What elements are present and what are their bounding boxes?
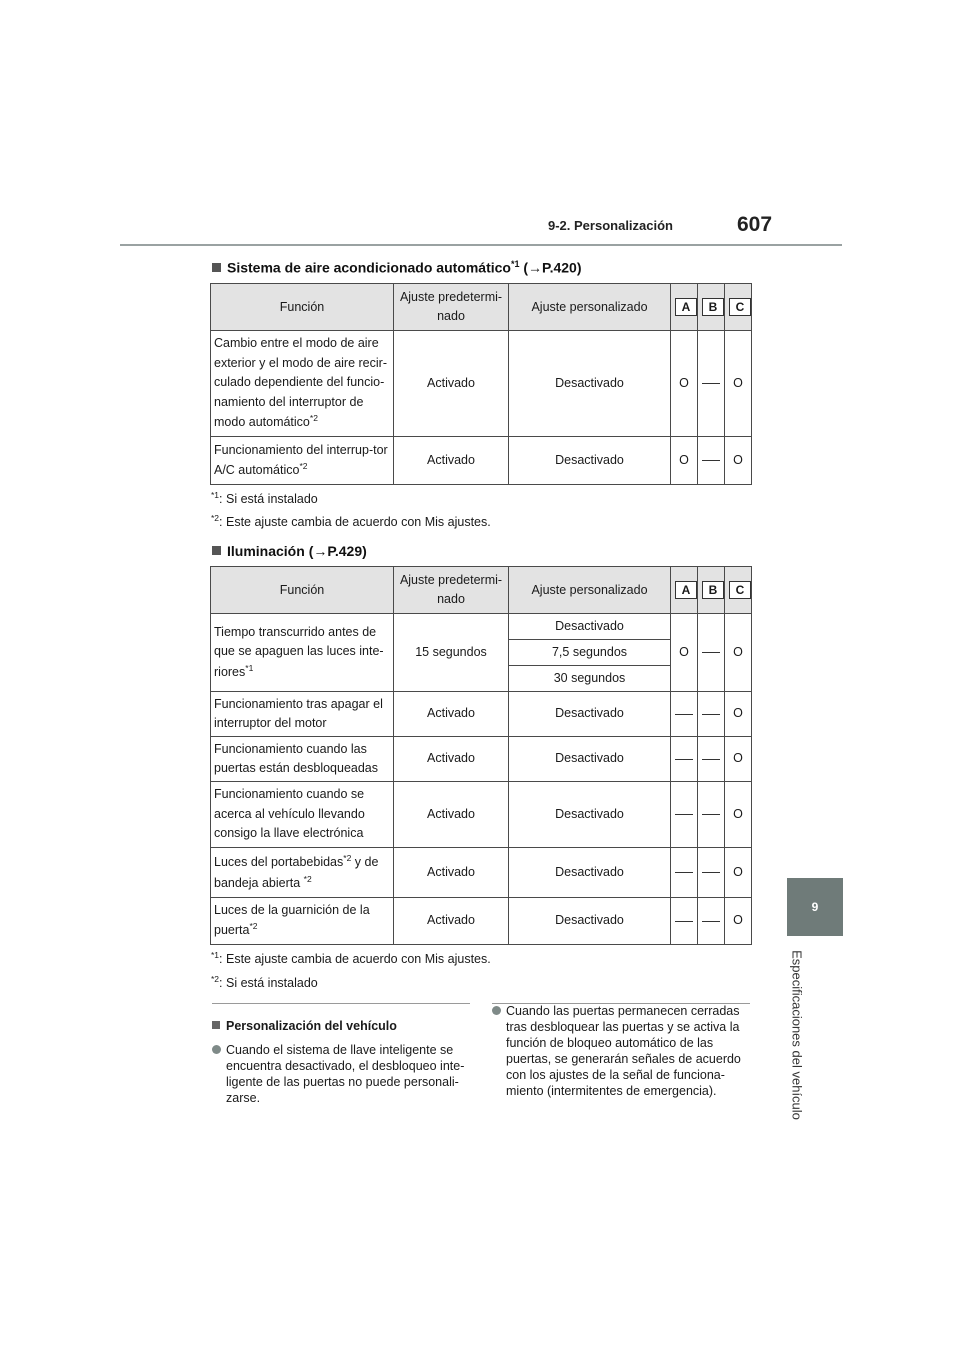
row-a: O <box>671 614 698 692</box>
header-custom: Ajuste personalizado <box>509 284 671 331</box>
row-default: Activado <box>394 782 509 848</box>
header-letter-c <box>725 567 752 614</box>
function-sup: *2 <box>299 460 308 471</box>
table-row <box>211 737 752 782</box>
table-row <box>211 614 752 640</box>
footnote <box>211 490 318 506</box>
footnote <box>211 513 491 529</box>
row-b <box>698 898 725 945</box>
function-text: Luces del portabebidas <box>214 855 344 870</box>
section1-title-text: Sistema de aire acondicionado automático <box>227 259 511 276</box>
dash-mark <box>702 383 720 384</box>
row-c: O <box>725 692 752 737</box>
header-default: Ajuste predetermi-nado <box>394 567 509 614</box>
row-custom-option: 30 segundos <box>509 666 671 692</box>
letter-c-box: C <box>729 298 751 316</box>
notes-heading <box>212 1018 470 1034</box>
row-custom: Desactivado <box>509 331 671 437</box>
header-letter-b <box>698 284 725 331</box>
row-c: O <box>725 848 752 898</box>
header-letter-a <box>671 567 698 614</box>
note-bullet <box>492 1003 754 1099</box>
footnote-text: : Este ajuste cambia de acuerdo con Mis ajustes. <box>219 952 491 967</box>
dash-mark <box>675 759 693 760</box>
row-b <box>698 331 725 437</box>
row-default: Activado <box>394 898 509 945</box>
row-a: O <box>671 437 698 485</box>
table-row <box>211 782 752 848</box>
dash-mark <box>675 921 693 922</box>
row-function <box>211 614 394 692</box>
bullet-dot-icon <box>492 1006 501 1015</box>
row-b <box>698 848 725 898</box>
footnote-mark: *1 <box>211 950 220 960</box>
chapter-tab: 9 <box>787 878 843 936</box>
row-function: Funcionamiento cuando las puertas están desbloqueadas <box>211 737 394 782</box>
row-b <box>698 437 725 485</box>
letter-a-box: A <box>675 298 697 316</box>
chapter-side-title-text: Especificaciones del vehículo <box>789 950 805 1120</box>
function-sup: *2 <box>343 852 352 863</box>
section2-title-ref: (→P.429) <box>308 543 367 559</box>
row-function <box>211 331 394 437</box>
function-text: Cambio entre el modo de aire exterior y el modo de aire recir-culado dependiente del funcio-namiento del interruptor de modo automático <box>214 336 387 430</box>
row-default: Activado <box>394 331 509 437</box>
row-c: O <box>725 614 752 692</box>
row-c: O <box>725 737 752 782</box>
table-row <box>211 437 752 485</box>
dash-mark <box>702 714 720 715</box>
row-b <box>698 692 725 737</box>
row-custom: Desactivado <box>509 848 671 898</box>
square-bullet-icon <box>212 263 221 272</box>
table-row <box>211 848 752 898</box>
row-custom: Desactivado <box>509 898 671 945</box>
footnote-mark: *2 <box>211 513 220 523</box>
row-a <box>671 898 698 945</box>
row-custom-option: Desactivado <box>509 614 671 640</box>
row-default: Activado <box>394 737 509 782</box>
function-sup: *2 <box>249 921 258 932</box>
letter-b-box: B <box>702 581 724 599</box>
row-function: Funcionamiento cuando se acerca al vehículo llevando consigo la llave electrónica <box>211 782 394 848</box>
function-sup: *1 <box>245 662 254 673</box>
row-default: Activado <box>394 692 509 737</box>
letter-b-box: B <box>702 298 724 316</box>
section2-title <box>212 543 367 559</box>
dash-mark <box>675 872 693 873</box>
square-bullet-icon <box>212 546 221 555</box>
bullet-dot-icon <box>212 1045 221 1054</box>
dash-mark <box>702 921 720 922</box>
header-function: Función <box>211 567 394 614</box>
function-text: Funcionamiento del interrup-tor A/C automático <box>214 442 388 478</box>
header-letter-a <box>671 284 698 331</box>
table-header-row <box>211 284 752 331</box>
row-default: 15 segundos <box>394 614 509 692</box>
table-row <box>211 898 752 945</box>
header-letter-c <box>725 284 752 331</box>
header-letter-b <box>698 567 725 614</box>
row-c: O <box>725 331 752 437</box>
row-a <box>671 848 698 898</box>
footnote-text: : Este ajuste cambia de acuerdo con Mis ajustes. <box>219 515 491 530</box>
function-text: y de bandeja abierta <box>214 855 379 890</box>
dash-mark <box>702 652 720 653</box>
row-default: Activado <box>394 437 509 485</box>
footnote-mark: *1 <box>211 490 220 500</box>
row-a: O <box>671 331 698 437</box>
row-a <box>671 737 698 782</box>
chapter-side-title <box>786 940 808 1130</box>
dash-mark <box>675 714 693 715</box>
header-default: Ajuste predetermi-nado <box>394 284 509 331</box>
function-sup: *2 <box>303 873 312 884</box>
dash-mark <box>675 814 693 815</box>
dash-mark <box>702 872 720 873</box>
row-a <box>671 692 698 737</box>
row-c: O <box>725 782 752 848</box>
note-text: Cuando las puertas permanecen cerradas tras desbloquear las puertas y se activa la función de bloqueo automático de las puertas, se generarán señales de acuerdo con los ajustes de la señal de funciona-miento (intermitentes de emergencia). <box>506 1004 741 1098</box>
row-c: O <box>725 437 752 485</box>
page-number: 607 <box>737 213 773 236</box>
row-b <box>698 782 725 848</box>
row-custom-option: 7,5 segundos <box>509 640 671 666</box>
lighting-settings-table <box>210 566 752 945</box>
row-function <box>211 898 394 945</box>
notes-right-column <box>492 1003 754 1099</box>
row-custom: Desactivado <box>509 437 671 485</box>
square-bullet-icon <box>212 1021 220 1029</box>
header-custom: Ajuste personalizado <box>509 567 671 614</box>
row-default: Activado <box>394 848 509 898</box>
row-custom: Desactivado <box>509 782 671 848</box>
ac-settings-table <box>210 283 752 485</box>
row-function <box>211 848 394 898</box>
row-b <box>698 737 725 782</box>
section1-title <box>212 259 581 276</box>
notes-heading-text: Personalización del vehículo <box>226 1019 397 1033</box>
section-header: 9-2. Personalización <box>548 218 673 233</box>
header-rule <box>120 244 842 246</box>
row-c: O <box>725 898 752 945</box>
note-bullet <box>212 1042 470 1106</box>
function-text: Tiempo transcurrido antes de que se apaguen las luces inte-riores <box>214 624 384 679</box>
table-row <box>211 692 752 737</box>
table-row <box>211 331 752 437</box>
section1-title-sup: *1 <box>510 259 520 269</box>
function-text: Luces de la guarnición de la puerta <box>214 903 370 938</box>
footnote-text: : Si está instalado <box>219 976 318 991</box>
header-function: Función <box>211 284 394 331</box>
row-custom: Desactivado <box>509 737 671 782</box>
section1-title-ref: (→P.420) <box>523 259 582 276</box>
footnote-text: : Si está instalado <box>219 492 318 507</box>
dash-mark <box>702 460 720 461</box>
notes-left-column <box>212 1018 470 1106</box>
dash-mark <box>702 759 720 760</box>
footnote-mark: *2 <box>211 974 220 984</box>
letter-c-box: C <box>729 581 751 599</box>
function-sup: *2 <box>309 412 318 423</box>
row-b <box>698 614 725 692</box>
row-custom: Desactivado <box>509 692 671 737</box>
note-text: Cuando el sistema de llave inteligente se encuentra desactivado, el desbloqueo inte-ligente de las puertas no puede personali-zarse. <box>226 1043 465 1105</box>
row-function: Funcionamiento tras apagar el interruptor del motor <box>211 692 394 737</box>
row-function <box>211 437 394 485</box>
footnote <box>211 950 491 966</box>
letter-a-box: A <box>675 581 697 599</box>
section2-title-text: Iluminación <box>227 543 305 559</box>
row-a <box>671 782 698 848</box>
dash-mark <box>702 814 720 815</box>
footnote <box>211 974 318 990</box>
table-header-row <box>211 567 752 614</box>
notes-left-rule <box>212 1003 470 1004</box>
